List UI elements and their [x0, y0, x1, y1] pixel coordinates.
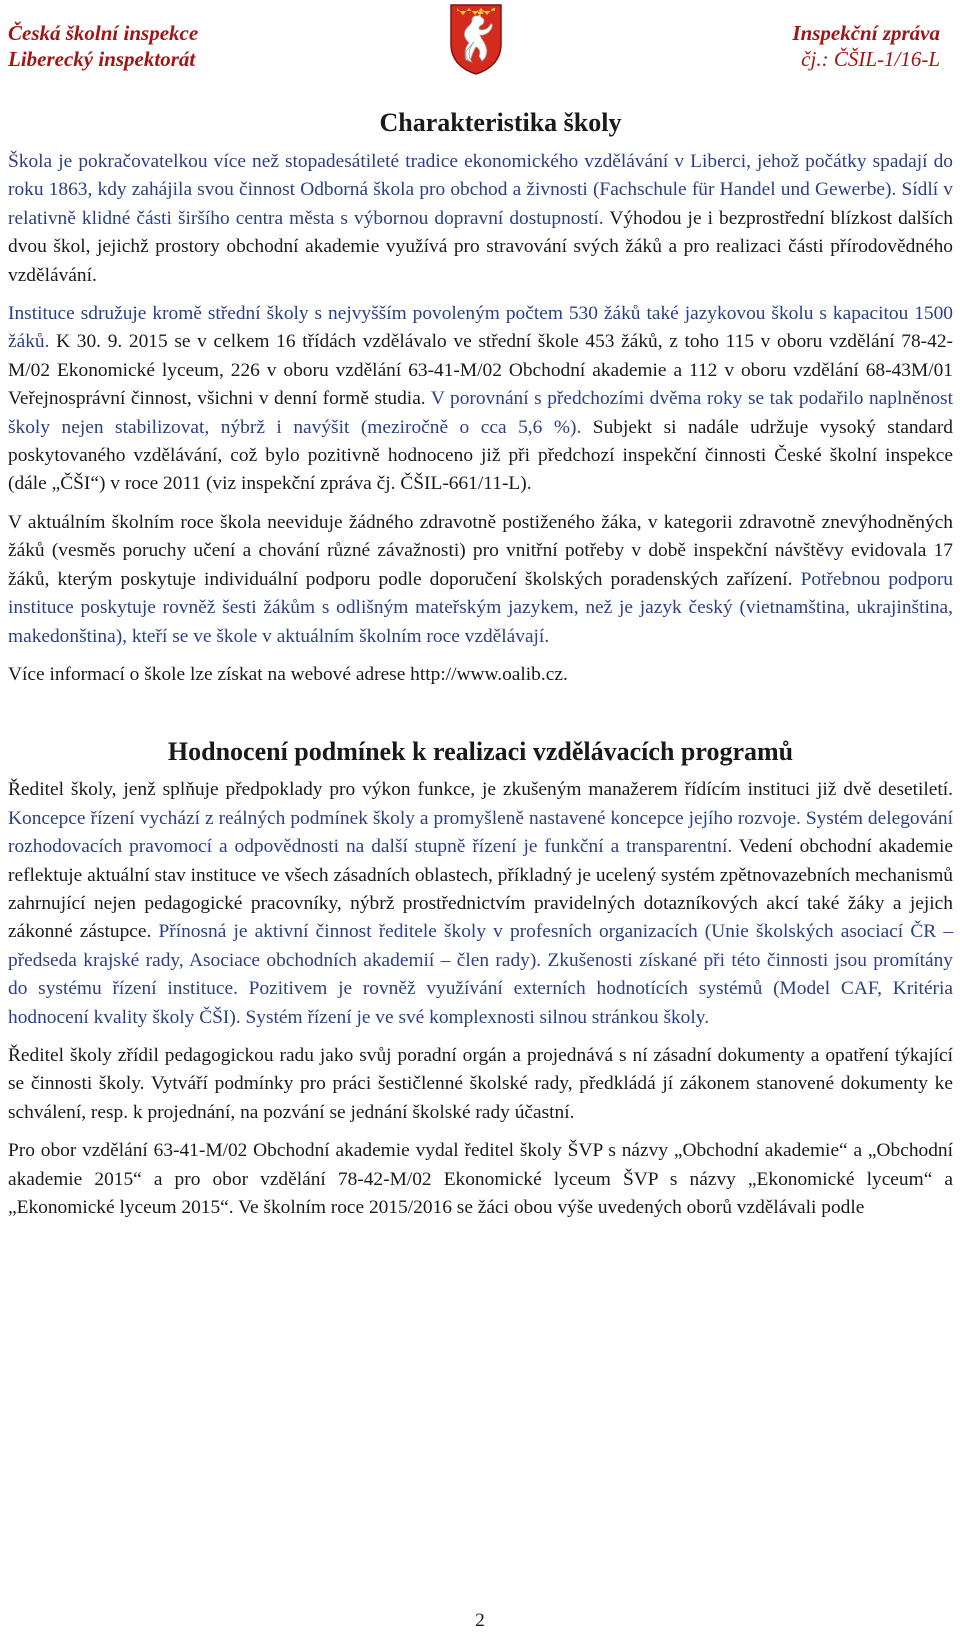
paragraph-special-needs-text-a: V aktuálním školním roce škola neeviduje žádného zdravotně postiženého žáka, v kategorii zdravotně znevýhodněných žáků (vesměs poruchy učení a chování různé závažnosti) pro vnitřní potřeby v době inspekční návštěvy evidovala 17 žáků, kterým poskytuje individuální podporu podle doporučení školských poradenských zařízení. — [8, 511, 953, 590]
section-title-school-characteristics: Charakteristika školy — [379, 108, 622, 137]
paragraph-enrollment-text-c: V porovnání s předchozími dvěma roky se tak podařilo naplněnost školy nejen stabilizovat, nýbrž i navýšit (meziročně o cca 5,6 %). — [8, 388, 953, 438]
paragraph-enrollment — [8, 300, 953, 499]
header-reference-number: čj.: ČŠIL-1/16-L — [801, 47, 940, 71]
header-institution — [8, 20, 198, 72]
paragraph-management — [8, 776, 953, 1032]
paragraph-special-needs-text-b: Potřebnou podporu instituce poskytuje rovněž šesti žákům s odlišným mateřským jazykem, než je jazyk český (vietnamština, ukrajinština, makedonština), kteří se ve škole v aktuálním školním roce vzdělávají. — [8, 568, 953, 647]
paragraph-history-text-b: Výhodou je i bezprostřední blízkost dalších dvou škol, jejichž prostory obchodní akademie využívá pro stravování svých žáků a pro realizaci části přírodovědného vzdělávání. — [8, 207, 953, 286]
paragraph-history-text-a: Škola je pokračovatelkou více než stopadesátileté tradice ekonomického vzdělávání v Liberci, jehož počátky spadají do roku 1863, kdy zahájila svou činnost Odborná škola pro obchod a živnosti (Fachschule für Handel und Gewerbe). Sídlí v relativně klidné části širšího centra města s výbornou dopravní dostupností. — [8, 151, 953, 229]
paragraph-special-needs — [8, 509, 953, 651]
document-body — [8, 100, 953, 1232]
header-report-title: Inspekční zpráva — [792, 21, 940, 45]
section-title-conditions-evaluation: Hodnocení podmínek k realizaci vzdělávacích programů — [167, 737, 794, 767]
paragraph-management-text-b: Koncepce řízení vychází z reálných podmínek školy a promyšleně nastavené koncepce jejího rozvoje. Systém delegování rozhodovacích pravomocí a odpovědnosti na další stupně řízení je funkční a transparentní. — [8, 807, 953, 858]
paragraph-management-text-a: Ředitel školy, jenž splňuje předpoklady pro výkon funkce, je zkušeným manažerem řídícím instituci již dvě desetiletí. — [8, 779, 953, 801]
paragraph-enrollment-text-a: Instituce sdružuje kromě střední školy s nejvyšším povoleným počtem 530 žáků také jazykovou školu s kapacitou 1500 žáků. — [8, 303, 953, 353]
header-institution-name: Česká školní inspekce — [8, 21, 199, 45]
paragraph-enrollment-text-d: Subjekt si nadále udržuje vysoký standard poskytovaného vzdělávání, což bylo pozitivně hodnoceno již při předchozí inspekční činnosti České školní inspekce (dále „ČŠI“) v roce 2011 (viz inspekční zpráva čj. ČŠIL-661/11-L). — [8, 416, 953, 495]
paragraph-management-text-c: Vedení obchodní akademie reflektuje aktuální stav instituce ve všech zásadních oblastech, příkladný je ucelený systém zpětnovazebních mechanismů zahrnující nejen pedagogické pracovníky, nýbrž prostřednictvím pravidelných dotazníkových akcí také žáky a jejich zákonné zástupce. — [8, 836, 953, 943]
czech-lion-coat-of-arms-icon — [448, 2, 504, 76]
paragraph-enrollment-text-b: K 30. 9. 2015 se v celkem 16 třídách vzdělávalo ve střední škole 453 žáků, z toho 115 v oboru vzdělání 78-42-M/02 Ekonomické lyceum, 226 v oboru vzdělání 63-41-M/02 Obchodní akademie a 112 v oboru vzdělání 68-43M/01 Veřejnosprávní činnost, všichni v denní formě studia. — [8, 331, 953, 410]
paragraph-curriculum: Pro obor vzdělání 63-41-M/02 Obchodní akademie vydal ředitel školy ŠVP s názvy „Obchodní akademie“ a „Obchodní akademie 2015“ a pro obor vzdělání 78-42-M/02 Ekonomické lyceum ŠVP s názvy „Ekonomické lyceum“ a „Ekonomické lyceum 2015“. Ve školním roce 2015/2016 se žáci obou výše uvedených oborů vzdělávali podle — [8, 1140, 953, 1218]
paragraph-website: Více informací o škole lze získat na webové adrese http://www.oalib.cz. — [8, 663, 568, 685]
header-inspectorate-name: Liberecký inspektorát — [8, 47, 196, 71]
paragraph-pedagogical-board: Ředitel školy zřídil pedagogickou radu jako svůj poradní orgán a projednává s ní zásadní dokumenty a opatření týkající se činnosti školy. Vytváří podmínky pro práci šestičlenné školské rady, předkládá jí zákonem stanovené dokumenty ke schválení, resp. k projednání, na pozvání se jednání školské rady účastní. — [8, 1044, 953, 1123]
page-number: 2 — [475, 1610, 485, 1631]
paragraph-management-text-d: Přínosná je aktivní činnost ředitele školy v profesních organizacích (Unie školských asociací ČR – předseda krajské rady, Asociace obchodních akademií – člen rady). Zkušenosti získané při této činnosti jsou promítány do systému řízení instituce. Pozitivem je rovněž využívání externích hodnotících systémů (Model CAF, Kritéria hodnocení kvality školy ČŠI). Systém řízení je ve své komplexnosti silnou stránkou školy. — [8, 921, 954, 1028]
paragraph-history — [8, 148, 953, 290]
page-header — [0, 0, 960, 95]
header-report-info — [792, 20, 940, 72]
